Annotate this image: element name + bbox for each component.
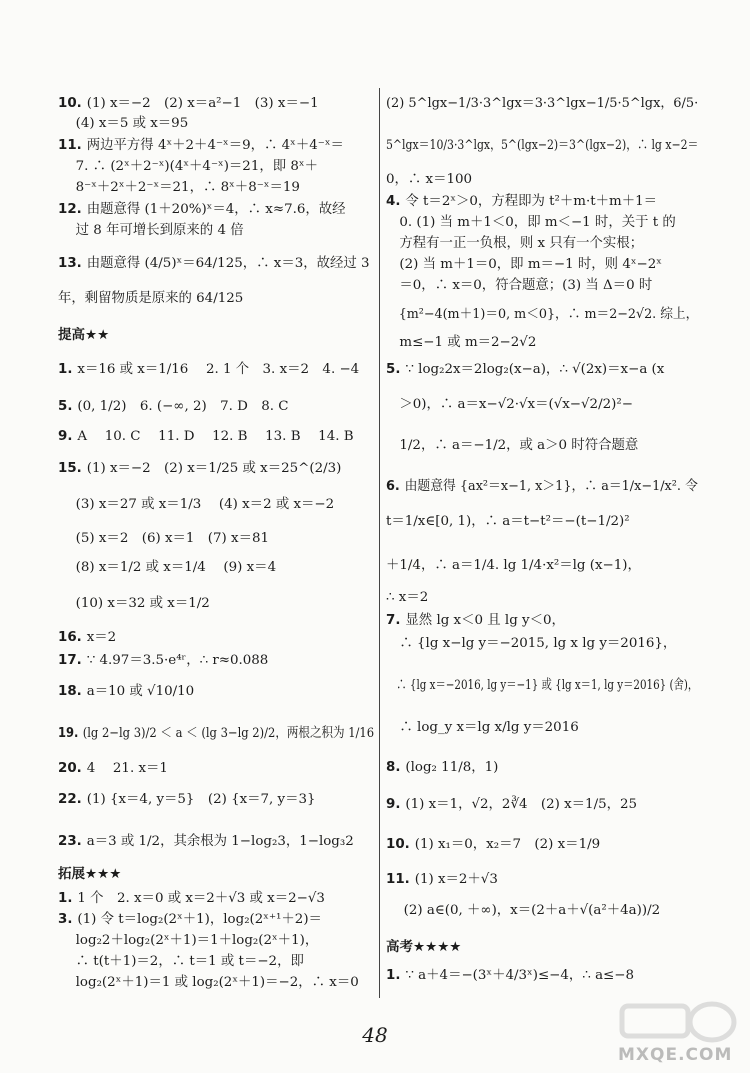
answer-text: log₂2＋log₂(2ˣ＋1)＝1＋log₂(2ˣ＋1)， — [58, 933, 319, 948]
answer-number: 5. — [386, 362, 401, 377]
answer-number: 13. — [58, 256, 82, 271]
answer-line — [386, 193, 657, 211]
answer-line — [386, 171, 472, 189]
answer-text: 8⁻ˣ＋2ˣ＋2⁻ˣ＝21，∴ 8ˣ＋8⁻ˣ＝19 — [58, 180, 300, 195]
answer-line — [58, 833, 354, 851]
answer-number: 10. — [58, 96, 82, 111]
answer-line — [386, 396, 633, 414]
answer-text: ∴ {lg x−lg y＝−2015, lg x lg y＝2016}， — [386, 636, 677, 651]
answer-text: (3) x＝27 或 x＝1/3 (4) x＝2 或 x＝−2 — [58, 497, 335, 512]
answer-text: (1) x₁＝0，x₂＝7 (2) x＝1/9 — [414, 837, 601, 852]
answer-line — [386, 334, 536, 352]
answer-line — [58, 428, 354, 446]
answer-number: 22. — [58, 792, 82, 807]
answer-line — [386, 256, 662, 274]
answer-number: 9. — [386, 797, 401, 812]
answer-text: ∴ {lg x＝−2016, lg y＝−1} 或 {lg x＝1, lg y＝2016} (舍)， — [386, 678, 699, 693]
answer-text: (2) 当 m＋1＝0，即 m＝−1 时，则 4ˣ−2ˣ — [386, 257, 662, 272]
answer-line — [58, 559, 276, 577]
answer-line — [386, 719, 579, 737]
answer-text: (1) x＝−2 (2) x＝a²−1 (3) x＝−1 — [86, 96, 319, 111]
answer-text: 令 t＝2ˣ＞0，方程即为 t²＋m·t＋m＋1＝ — [405, 194, 658, 209]
answer-line — [58, 974, 359, 992]
answer-number: 23. — [58, 834, 82, 849]
answer-text: (1) 令 t＝log₂(2ˣ＋1)，log₂(2ˣ⁺¹＋2)＝ — [77, 912, 322, 927]
answer-line — [58, 158, 318, 176]
answer-line — [386, 836, 600, 854]
answer-text: (1) x＝1，√2，2∛4 (2) x＝1/5，25 — [405, 797, 638, 812]
answer-line — [58, 629, 116, 647]
answer-line — [58, 652, 268, 670]
answer-text: 方程有一正一负根，则 x 只有一个实根； — [386, 236, 644, 251]
answer-text: (5) x＝2 (6) x＝1 (7) x＝81 — [58, 531, 270, 546]
answer-text: ＋1/4，∴ a＝1/4. lg 1/4·x²＝lg (x−1)， — [386, 558, 641, 573]
answer-text: 0. (1) 当 m＋1＜0，即 m＜−1 时，关于 t 的 — [386, 215, 676, 230]
answer-text: 5^lgx＝10/3·3^lgx，5^(lgx−2)＝3^(lgx−2)，∴ lg x−2＝ — [386, 138, 699, 153]
answer-text: ∴ x＝2 — [386, 590, 429, 605]
answer-number: 1. — [58, 891, 73, 906]
answer-line — [58, 290, 243, 308]
answer-text: 1/2，∴ a＝−1/2，或 a＞0 时符合题意 — [386, 438, 639, 453]
answer-line — [386, 513, 630, 531]
answer-text: a＝10 或 √10/10 — [86, 684, 195, 699]
answer-number: 5. — [58, 399, 73, 414]
answer-line — [58, 911, 322, 929]
answer-text: (lg 2−lg 3)/2 ＜ a ＜ (lg 3−lg 2)/2，两根之积为 1/16 — [82, 726, 375, 741]
answer-text: (2) 5^lgx−1/3·3^lgx＝3·3^lgx−1/5·5^lgx，6/5· — [386, 96, 699, 111]
answer-text: 4 21. x＝1 — [86, 761, 168, 776]
answer-text: ∵ log₂2x＝2log₂(x−a)，∴ √(2x)＝x−a (x — [405, 362, 665, 377]
answer-text: ∵ a＋4＝−(3ˣ＋4/3ˣ)≤−4，∴ a≤−8 — [405, 968, 635, 983]
answer-number: 11. — [58, 138, 82, 153]
answer-number: 20. — [58, 761, 82, 776]
answer-text: 由题意得 (4/5)ˣ＝64/125，∴ x＝3，故经过 3 — [86, 256, 370, 271]
answer-line — [386, 277, 652, 295]
answer-number: 8. — [386, 760, 401, 775]
answer-number: 3. — [58, 912, 73, 927]
answer-text: (8) x＝1/2 或 x＝1/4 (9) x＝4 — [58, 560, 277, 575]
answer-line — [386, 635, 676, 653]
answer-line — [386, 759, 498, 777]
answer-text: (1) x＝−2 (2) x＝1/25 或 x＝25^(2/3) — [86, 461, 342, 476]
answer-text: (1) x＝2＋√3 — [414, 872, 498, 887]
answer-number: 1. — [58, 362, 73, 377]
answer-line — [58, 361, 359, 379]
answer-number: 4. — [386, 194, 401, 209]
answer-line — [58, 255, 370, 273]
answer-number: 16. — [58, 630, 82, 645]
answer-line — [58, 115, 188, 133]
answer-line — [386, 137, 698, 155]
section-heading: 拓展★★★ — [58, 866, 122, 882]
page-number: 48 — [362, 1023, 388, 1047]
answer-text: 两边平方得 4ˣ＋2＋4⁻ˣ＝9，∴ 4ˣ＋4⁻ˣ＝ — [86, 138, 344, 153]
section-heading: 高考★★★★ — [386, 939, 462, 955]
answer-text: 7. ∴ (2ˣ＋2⁻ˣ)(4ˣ＋4⁻ˣ)＝21，即 8ˣ＋ — [58, 159, 318, 174]
answer-number: 12. — [58, 202, 82, 217]
answer-text: A 10. C 11. D 12. B 13. B 14. B — [77, 429, 354, 444]
answer-line — [58, 595, 210, 613]
answer-text: (4) x＝5 或 x＝95 — [58, 116, 189, 131]
answer-text: t＝1/x∈[0, 1)，∴ a＝t−t²＝−(t−1/2)² — [386, 514, 630, 529]
answer-text: ∵ 4.97＝3.5·e⁴ʳ，∴ r≈0.088 — [86, 653, 269, 668]
answer-line — [58, 95, 319, 113]
answer-line — [386, 557, 641, 575]
answer-text: 年，剩留物质是原来的 64/125 — [58, 291, 244, 306]
answer-line — [58, 760, 168, 778]
answer-text: 过 8 年可增长到原来的 4 倍 — [58, 223, 244, 238]
answer-text: (0, 1/2) 6. (−∞, 2) 7. D 8. C — [77, 399, 289, 414]
watermark-text: MXQE.COM — [618, 1045, 733, 1065]
answer-line — [58, 398, 289, 416]
answer-line — [386, 677, 698, 695]
answer-text: (1) {x＝4, y＝5} (2) {x＝7, y＝3} — [86, 792, 316, 807]
answer-line — [58, 530, 269, 548]
answer-line — [386, 796, 637, 814]
answer-text: 由题意得 {ax²＝x−1, x＞1}，∴ a＝1/x−1/x². 令 — [404, 479, 698, 494]
answer-line — [58, 222, 244, 240]
answer-line — [386, 967, 634, 985]
answer-text: 由题意得 (1＋20%)ˣ＝4，∴ x≈7.6，故经 — [86, 202, 346, 217]
answer-text: 显然 lg x＜0 且 lg y＜0， — [405, 613, 565, 628]
answer-text: ∴ log_y x＝lg x/lg y＝2016 — [386, 720, 579, 735]
answer-line — [58, 683, 194, 701]
answer-text: log₂(2ˣ＋1)＝1 或 log₂(2ˣ＋1)＝−2，∴ x＝0 — [58, 975, 359, 990]
answer-line — [386, 478, 698, 496]
answer-line — [386, 437, 638, 455]
answer-line — [386, 589, 428, 607]
answer-line — [386, 612, 565, 630]
answer-line — [58, 137, 344, 155]
answer-line — [58, 201, 346, 219]
answer-number: 6. — [386, 479, 400, 494]
answer-text: ∴ t(t＋1)＝2，∴ t＝1 或 t＝−2，即 — [58, 954, 304, 969]
answer-text: m≤−1 或 m＝2−2√2 — [386, 335, 537, 350]
answer-number: 7. — [386, 613, 401, 628]
section-heading: 提高★★ — [58, 327, 110, 343]
answer-number: 1. — [386, 968, 401, 983]
answer-line — [58, 179, 300, 197]
answer-line — [386, 95, 698, 113]
answer-line — [58, 953, 304, 971]
answer-number: 11. — [386, 872, 410, 887]
answer-line — [386, 871, 498, 889]
answer-text: x＝16 或 x＝1/16 2. 1 个 3. x＝2 4. −4 — [77, 362, 360, 377]
answer-text: a＝3 或 1/2，其余根为 1−log₂3，1−log₃2 — [86, 834, 354, 849]
answer-line — [386, 306, 698, 324]
answer-line — [386, 902, 660, 920]
answer-text: ＝0，∴ x＝0，符合题意；(3) 当 Δ＝0 时 — [386, 278, 653, 293]
answer-text: 0，∴ x＝100 — [386, 172, 473, 187]
answer-line — [58, 791, 316, 809]
answer-number: 18. — [58, 684, 82, 699]
answer-text: 1 个 2. x＝0 或 x＝2＋√3 或 x＝2−√3 — [77, 891, 325, 906]
column-divider — [379, 88, 380, 998]
answer-line — [386, 235, 643, 253]
answer-number: 17. — [58, 653, 82, 668]
answer-number: 15. — [58, 461, 82, 476]
answer-line — [58, 932, 318, 950]
answer-text: (log₂ 11/8，1) — [405, 760, 499, 775]
answer-text: {m²−4(m＋1)＝0, m＜0}，∴ m＝2−2√2. 综上， — [386, 307, 699, 322]
answer-line — [58, 460, 341, 478]
answer-text: ＞0)，∴ a＝x−√2·√x＝(√x−√2/2)²− — [386, 397, 633, 412]
answer-text: (2) a∈(0, ＋∞)，x＝(2＋a＋√(a²＋4a))/2 — [386, 903, 661, 918]
answer-number: 9. — [58, 429, 73, 444]
answer-line — [58, 725, 374, 743]
answer-number: 19. — [58, 726, 79, 741]
answer-line — [58, 496, 334, 514]
answer-text: x＝2 — [86, 630, 117, 645]
answer-number: 10. — [386, 837, 410, 852]
answer-line — [386, 361, 664, 379]
answer-line — [386, 214, 676, 232]
answer-text: (10) x＝32 或 x＝1/2 — [58, 596, 210, 611]
answer-line — [58, 890, 325, 908]
